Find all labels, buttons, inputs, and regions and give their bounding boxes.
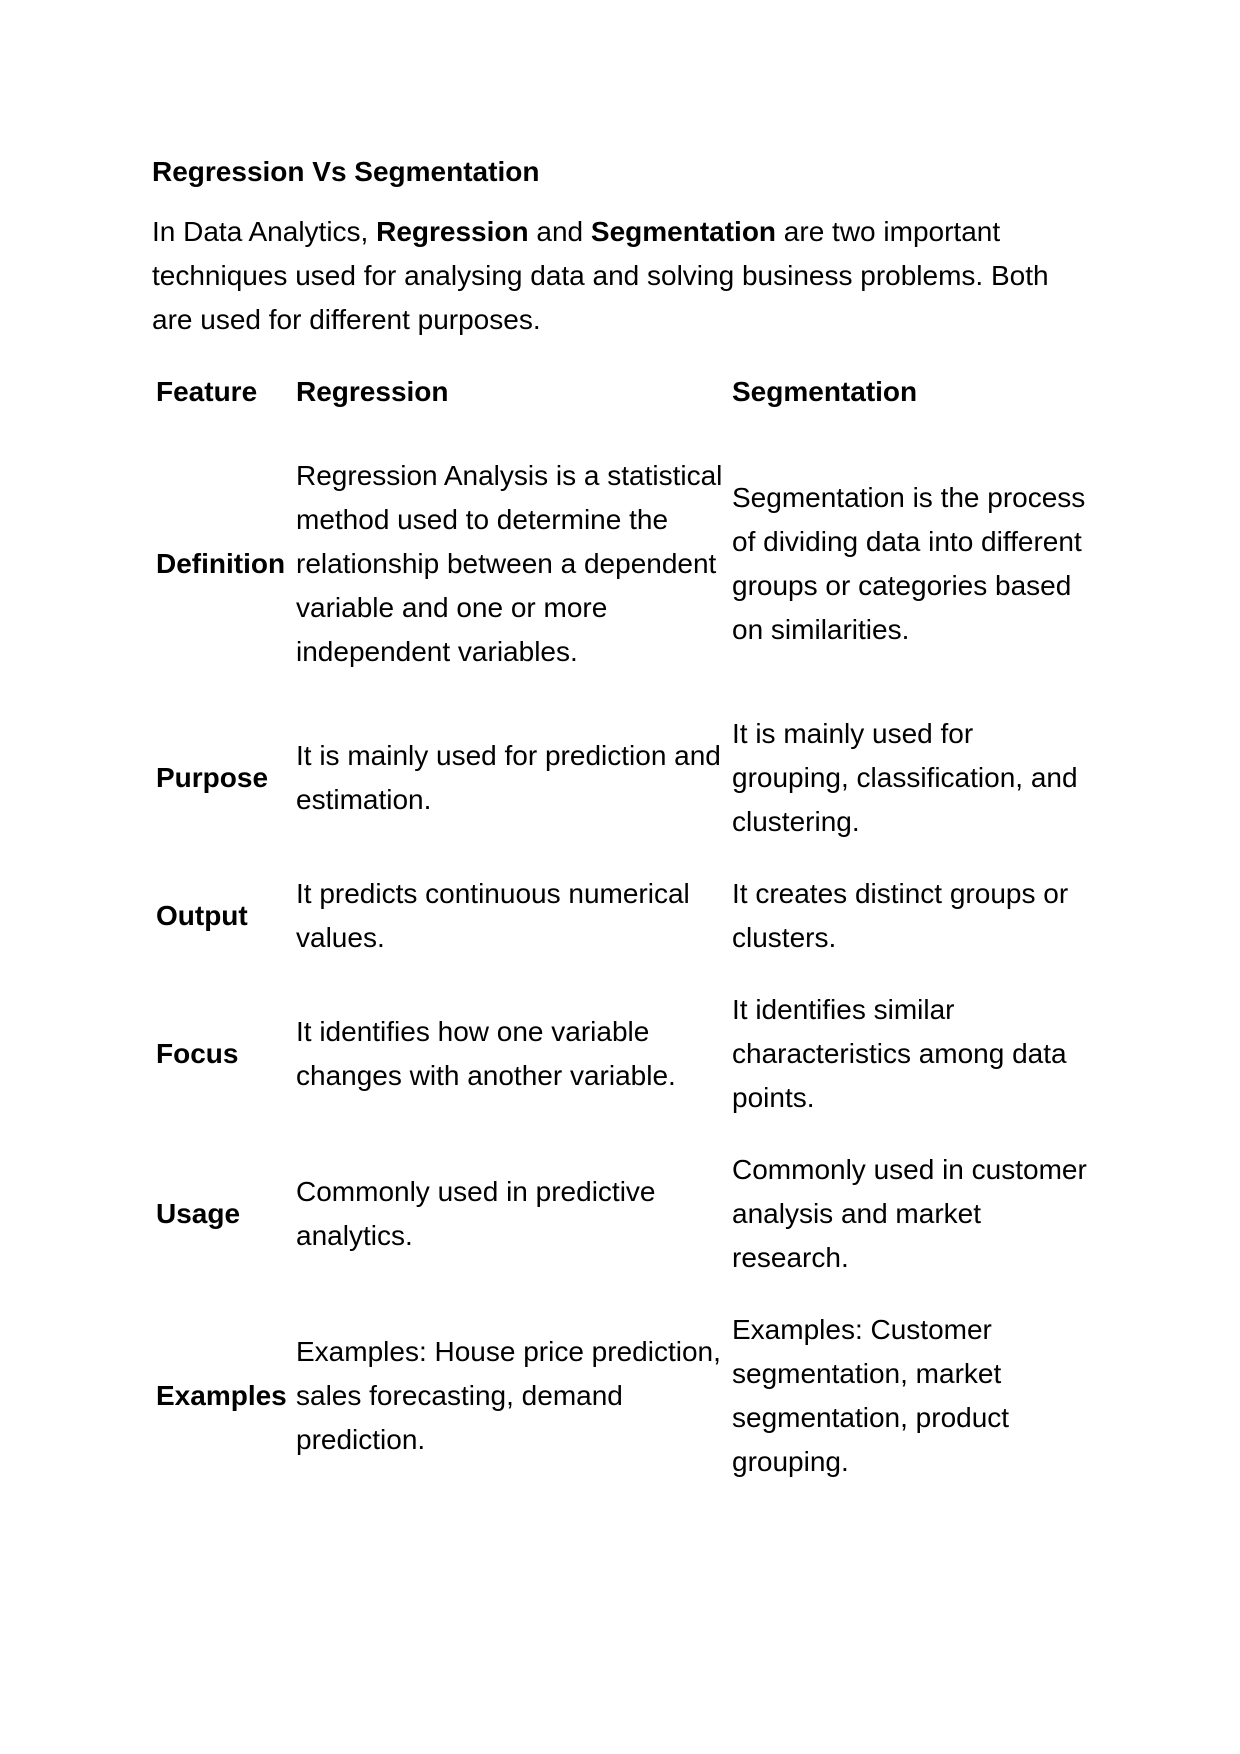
header-segmentation: Segmentation <box>732 376 918 407</box>
segmentation-cell: Segmentation is the process of dividing data into different groups or categories based on similarities. <box>732 482 1086 645</box>
comparison-table <box>152 364 1092 1498</box>
segmentation-cell: Examples: Customer segmentation, market segmentation, product grouping. <box>732 1314 1010 1477</box>
header-regression: Regression <box>296 376 449 407</box>
intro-text-part2: and <box>528 216 591 247</box>
regression-cell: It predicts continuous numerical values. <box>296 878 690 953</box>
segmentation-cell: It creates distinct groups or clusters. <box>732 878 1069 953</box>
row-feature-label: Output <box>156 900 248 931</box>
intro-text-part3: are two important techniques used for analysing data and solving business problems. Both are used for different purposes. <box>152 216 1049 335</box>
document-title: Regression Vs Segmentation <box>152 156 540 187</box>
intro-paragraph <box>152 210 1092 342</box>
segmentation-cell: Commonly used in customer analysis and market research. <box>732 1154 1087 1273</box>
segmentation-cell: It is mainly used for grouping, classification, and clustering. <box>732 718 1078 837</box>
row-feature-label: Definition <box>156 548 286 579</box>
regression-cell: Regression Analysis is a statistical method used to determine the relationship between a dependent variable and one or more independent variables. <box>296 460 723 667</box>
regression-cell: It is mainly used for prediction and estimation. <box>296 740 721 815</box>
header-feature: Feature <box>156 376 258 407</box>
table-row <box>152 974 1092 1134</box>
segmentation-cell: It identifies similar characteristics among data points. <box>732 994 1067 1113</box>
regression-cell: It identifies how one variable changes with another variable. <box>296 1016 676 1091</box>
regression-cell: Examples: House price prediction, sales forecasting, demand prediction. <box>296 1336 721 1455</box>
row-feature-label: Examples <box>156 1380 287 1411</box>
row-feature-label: Usage <box>156 1198 241 1229</box>
table-row <box>152 698 1092 858</box>
intro-term-segmentation: Segmentation <box>590 216 777 247</box>
intro-text-part1: In Data Analytics, <box>152 216 377 247</box>
row-feature-label: Focus <box>156 1038 239 1069</box>
table-row <box>152 858 1092 974</box>
intro-term-regression: Regression <box>376 216 529 247</box>
table-row <box>152 430 1092 698</box>
table-header-row <box>152 364 1092 430</box>
table-row <box>152 1294 1092 1498</box>
regression-cell: Commonly used in predictive analytics. <box>296 1176 656 1251</box>
row-feature-label: Purpose <box>156 762 269 793</box>
table-row <box>152 1134 1092 1294</box>
